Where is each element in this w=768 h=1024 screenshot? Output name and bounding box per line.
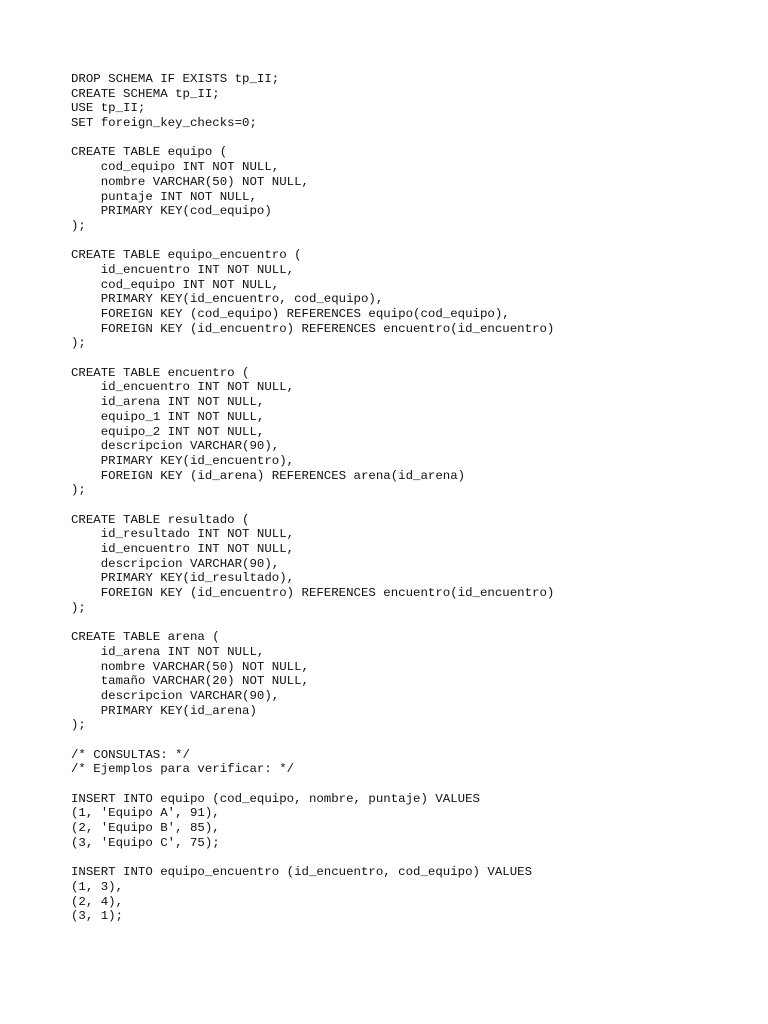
code-line	[71, 733, 554, 748]
code-line: (1, 3),	[71, 879, 124, 894]
code-line: descripcion VARCHAR(90),	[71, 556, 280, 571]
code-line	[71, 498, 554, 513]
sql-code-block	[71, 72, 554, 924]
code-line: puntaje INT NOT NULL,	[71, 189, 257, 204]
code-line: equipo_2 INT NOT NULL,	[71, 424, 265, 439]
code-line: CREATE SCHEMA tp_II;	[71, 86, 220, 101]
code-line: );	[71, 483, 86, 498]
code-line: id_resultado INT NOT NULL,	[71, 527, 295, 542]
code-line: CREATE TABLE encuentro (	[71, 365, 250, 380]
code-line: );	[71, 336, 86, 351]
code-line: (2, 4),	[71, 894, 124, 909]
code-line: CREATE TABLE equipo (	[71, 145, 228, 160]
code-line: /* Ejemplos para verificar: */	[71, 762, 295, 777]
code-line: );	[71, 218, 86, 233]
code-line: cod_equipo INT NOT NULL,	[71, 277, 280, 292]
code-line	[71, 131, 554, 146]
code-line: nombre VARCHAR(50) NOT NULL,	[71, 659, 309, 674]
code-line	[71, 351, 554, 366]
code-line	[71, 850, 554, 865]
code-line: );	[71, 718, 86, 733]
code-line: PRIMARY KEY(cod_equipo)	[71, 204, 272, 219]
code-line: CREATE TABLE arena (	[71, 630, 220, 645]
code-line: id_arena INT NOT NULL,	[71, 644, 265, 659]
code-line	[71, 777, 554, 792]
code-line: nombre VARCHAR(50) NOT NULL,	[71, 174, 309, 189]
code-line: tamaño VARCHAR(20) NOT NULL,	[71, 674, 309, 689]
code-line: INSERT INTO equipo (cod_equipo, nombre, puntaje) VALUES	[71, 791, 480, 806]
code-line: PRIMARY KEY(id_resultado),	[71, 571, 295, 586]
code-line: id_encuentro INT NOT NULL,	[71, 262, 295, 277]
code-line: DROP SCHEMA IF EXISTS tp_II;	[71, 72, 280, 86]
code-line: FOREIGN KEY (id_encuentro) REFERENCES encuentro(id_encuentro)	[71, 586, 555, 601]
code-line: cod_equipo INT NOT NULL,	[71, 160, 280, 175]
code-line: PRIMARY KEY(id_encuentro, cod_equipo),	[71, 292, 384, 307]
code-line: FOREIGN KEY (id_arena) REFERENCES arena(id_arena)	[71, 468, 466, 483]
code-line: INSERT INTO equipo_encuentro (id_encuentro, cod_equipo) VALUES	[71, 865, 533, 880]
code-line: id_encuentro INT NOT NULL,	[71, 542, 295, 556]
code-line: id_arena INT NOT NULL,	[71, 395, 265, 410]
code-line: );	[71, 600, 86, 615]
code-line: FOREIGN KEY (id_encuentro) REFERENCES encuentro(id_encuentro)	[71, 321, 555, 336]
code-line: descripcion VARCHAR(90),	[71, 688, 280, 703]
code-line: FOREIGN KEY (cod_equipo) REFERENCES equipo(cod_equipo),	[71, 307, 510, 321]
code-line	[71, 234, 554, 249]
code-line: CREATE TABLE resultado (	[71, 512, 250, 527]
code-line: (2, 'Equipo B', 85),	[71, 821, 220, 836]
code-line: PRIMARY KEY(id_encuentro),	[71, 453, 295, 468]
code-line: descripcion VARCHAR(90),	[71, 439, 280, 454]
code-line: SET foreign_key_checks=0;	[71, 116, 257, 131]
code-line: (3, 'Equipo C', 75);	[71, 835, 220, 850]
code-line: /* CONSULTAS: */	[71, 747, 190, 762]
code-line: USE tp_II;	[71, 101, 146, 116]
code-line: (1, 'Equipo A', 91),	[71, 806, 220, 821]
code-line: id_encuentro INT NOT NULL,	[71, 380, 295, 395]
code-line	[71, 615, 554, 630]
code-line: (3, 1);	[71, 909, 124, 924]
code-line: equipo_1 INT NOT NULL,	[71, 409, 265, 424]
code-line: CREATE TABLE equipo_encuentro (	[71, 248, 302, 263]
code-line: PRIMARY KEY(id_arena)	[71, 703, 257, 718]
